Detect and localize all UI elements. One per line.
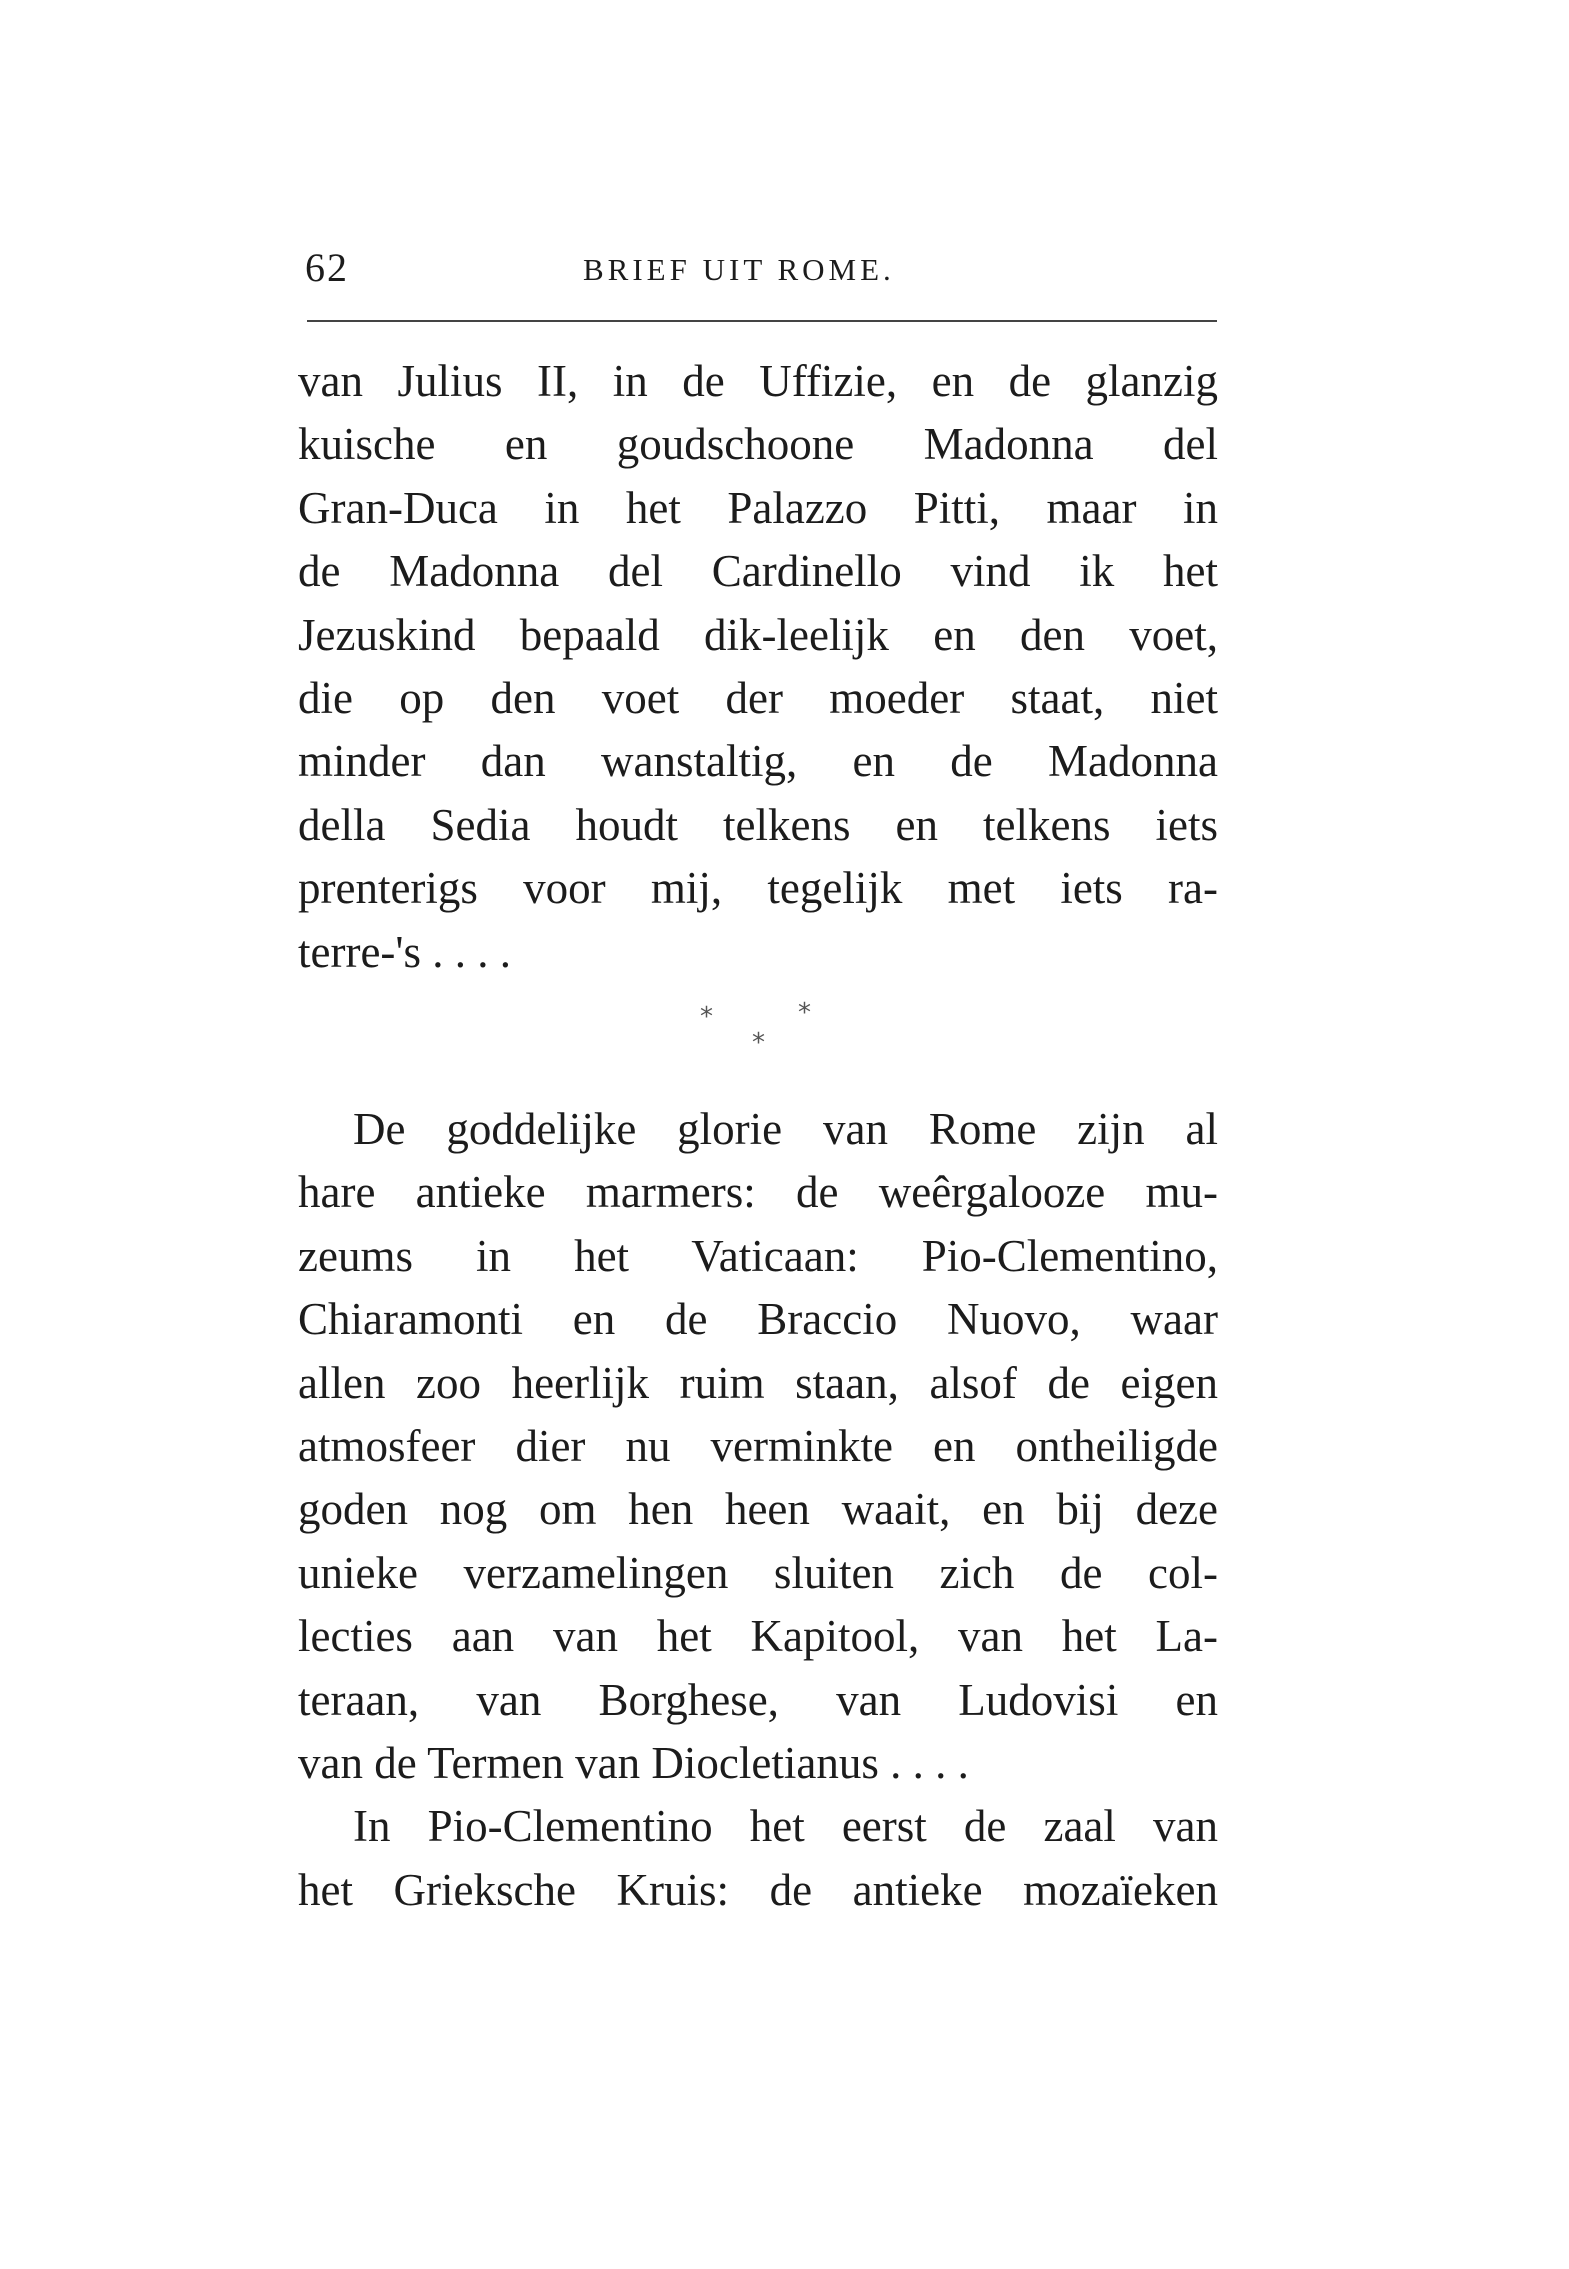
text-line: teraan, van Borghese, van Ludovisi en (298, 1674, 1218, 1725)
asterisk-icon: * (752, 1028, 765, 1058)
text-line: van de Termen van Diocletianus . . . . (298, 1737, 969, 1788)
paragraph-section (298, 1098, 1218, 1922)
running-title: BRIEF UIT ROME. (583, 252, 895, 287)
text-line: van Julius II, in de Uffizie, en de glanzig (298, 356, 1218, 406)
text-line: terre-'s . . . . (298, 926, 512, 977)
text-line: Chiaramonti en de Braccio Nuovo, waar (298, 1294, 1218, 1345)
text-line: zeums in het Vaticaan: Pio-Clementino, (298, 1230, 1218, 1281)
header-rule (307, 320, 1217, 322)
text-line: atmosfeer dier nu verminkte en ontheiligde (298, 1420, 1218, 1471)
text-line: unieke verzamelingen sluiten zich de col- (298, 1547, 1218, 1598)
asterisk-icon: * (700, 1002, 713, 1032)
text-line: kuische en goudschoone Madonna del (298, 419, 1218, 470)
text-line: della Sedia houdt telkens en telkens iets (298, 799, 1218, 850)
text-line: De goddelijke glorie van Rome zijn al (353, 1104, 1218, 1154)
text-line: prenterigs voor mij, tegelijk met iets ra- (298, 863, 1218, 914)
text-line: goden nog om hen heen waait, en bij deze (298, 1484, 1218, 1535)
text-line: die op den voet der moeder staat, niet (298, 672, 1218, 723)
paragraph-continuation (298, 350, 1218, 984)
text-line: lecties aan van het Kapitool, van het La- (298, 1611, 1218, 1662)
section-break-asterism (700, 998, 820, 1072)
running-head (295, 244, 1215, 304)
text-line: het Grieksche Kruis: de antieke mozaïeken (298, 1864, 1218, 1915)
asterisk-icon: * (798, 998, 811, 1028)
text-line: de Madonna del Cardinello vind ik het (298, 546, 1218, 597)
text-line: In Pio-Clementino het eerst de zaal van (353, 1801, 1218, 1852)
text-line: Jezuskind bepaald dik-leelijk en den voet, (298, 609, 1218, 660)
text-line: Gran-Duca in het Palazzo Pitti, maar in (298, 482, 1218, 533)
page-number: 62 (305, 245, 349, 290)
text-line: allen zoo heerlijk ruim staan, alsof de eigen (298, 1357, 1218, 1408)
text-line: minder dan wanstaltig, en de Madonna (298, 736, 1218, 787)
text-line: hare antieke marmers: de weêrgalooze mu- (298, 1167, 1218, 1218)
